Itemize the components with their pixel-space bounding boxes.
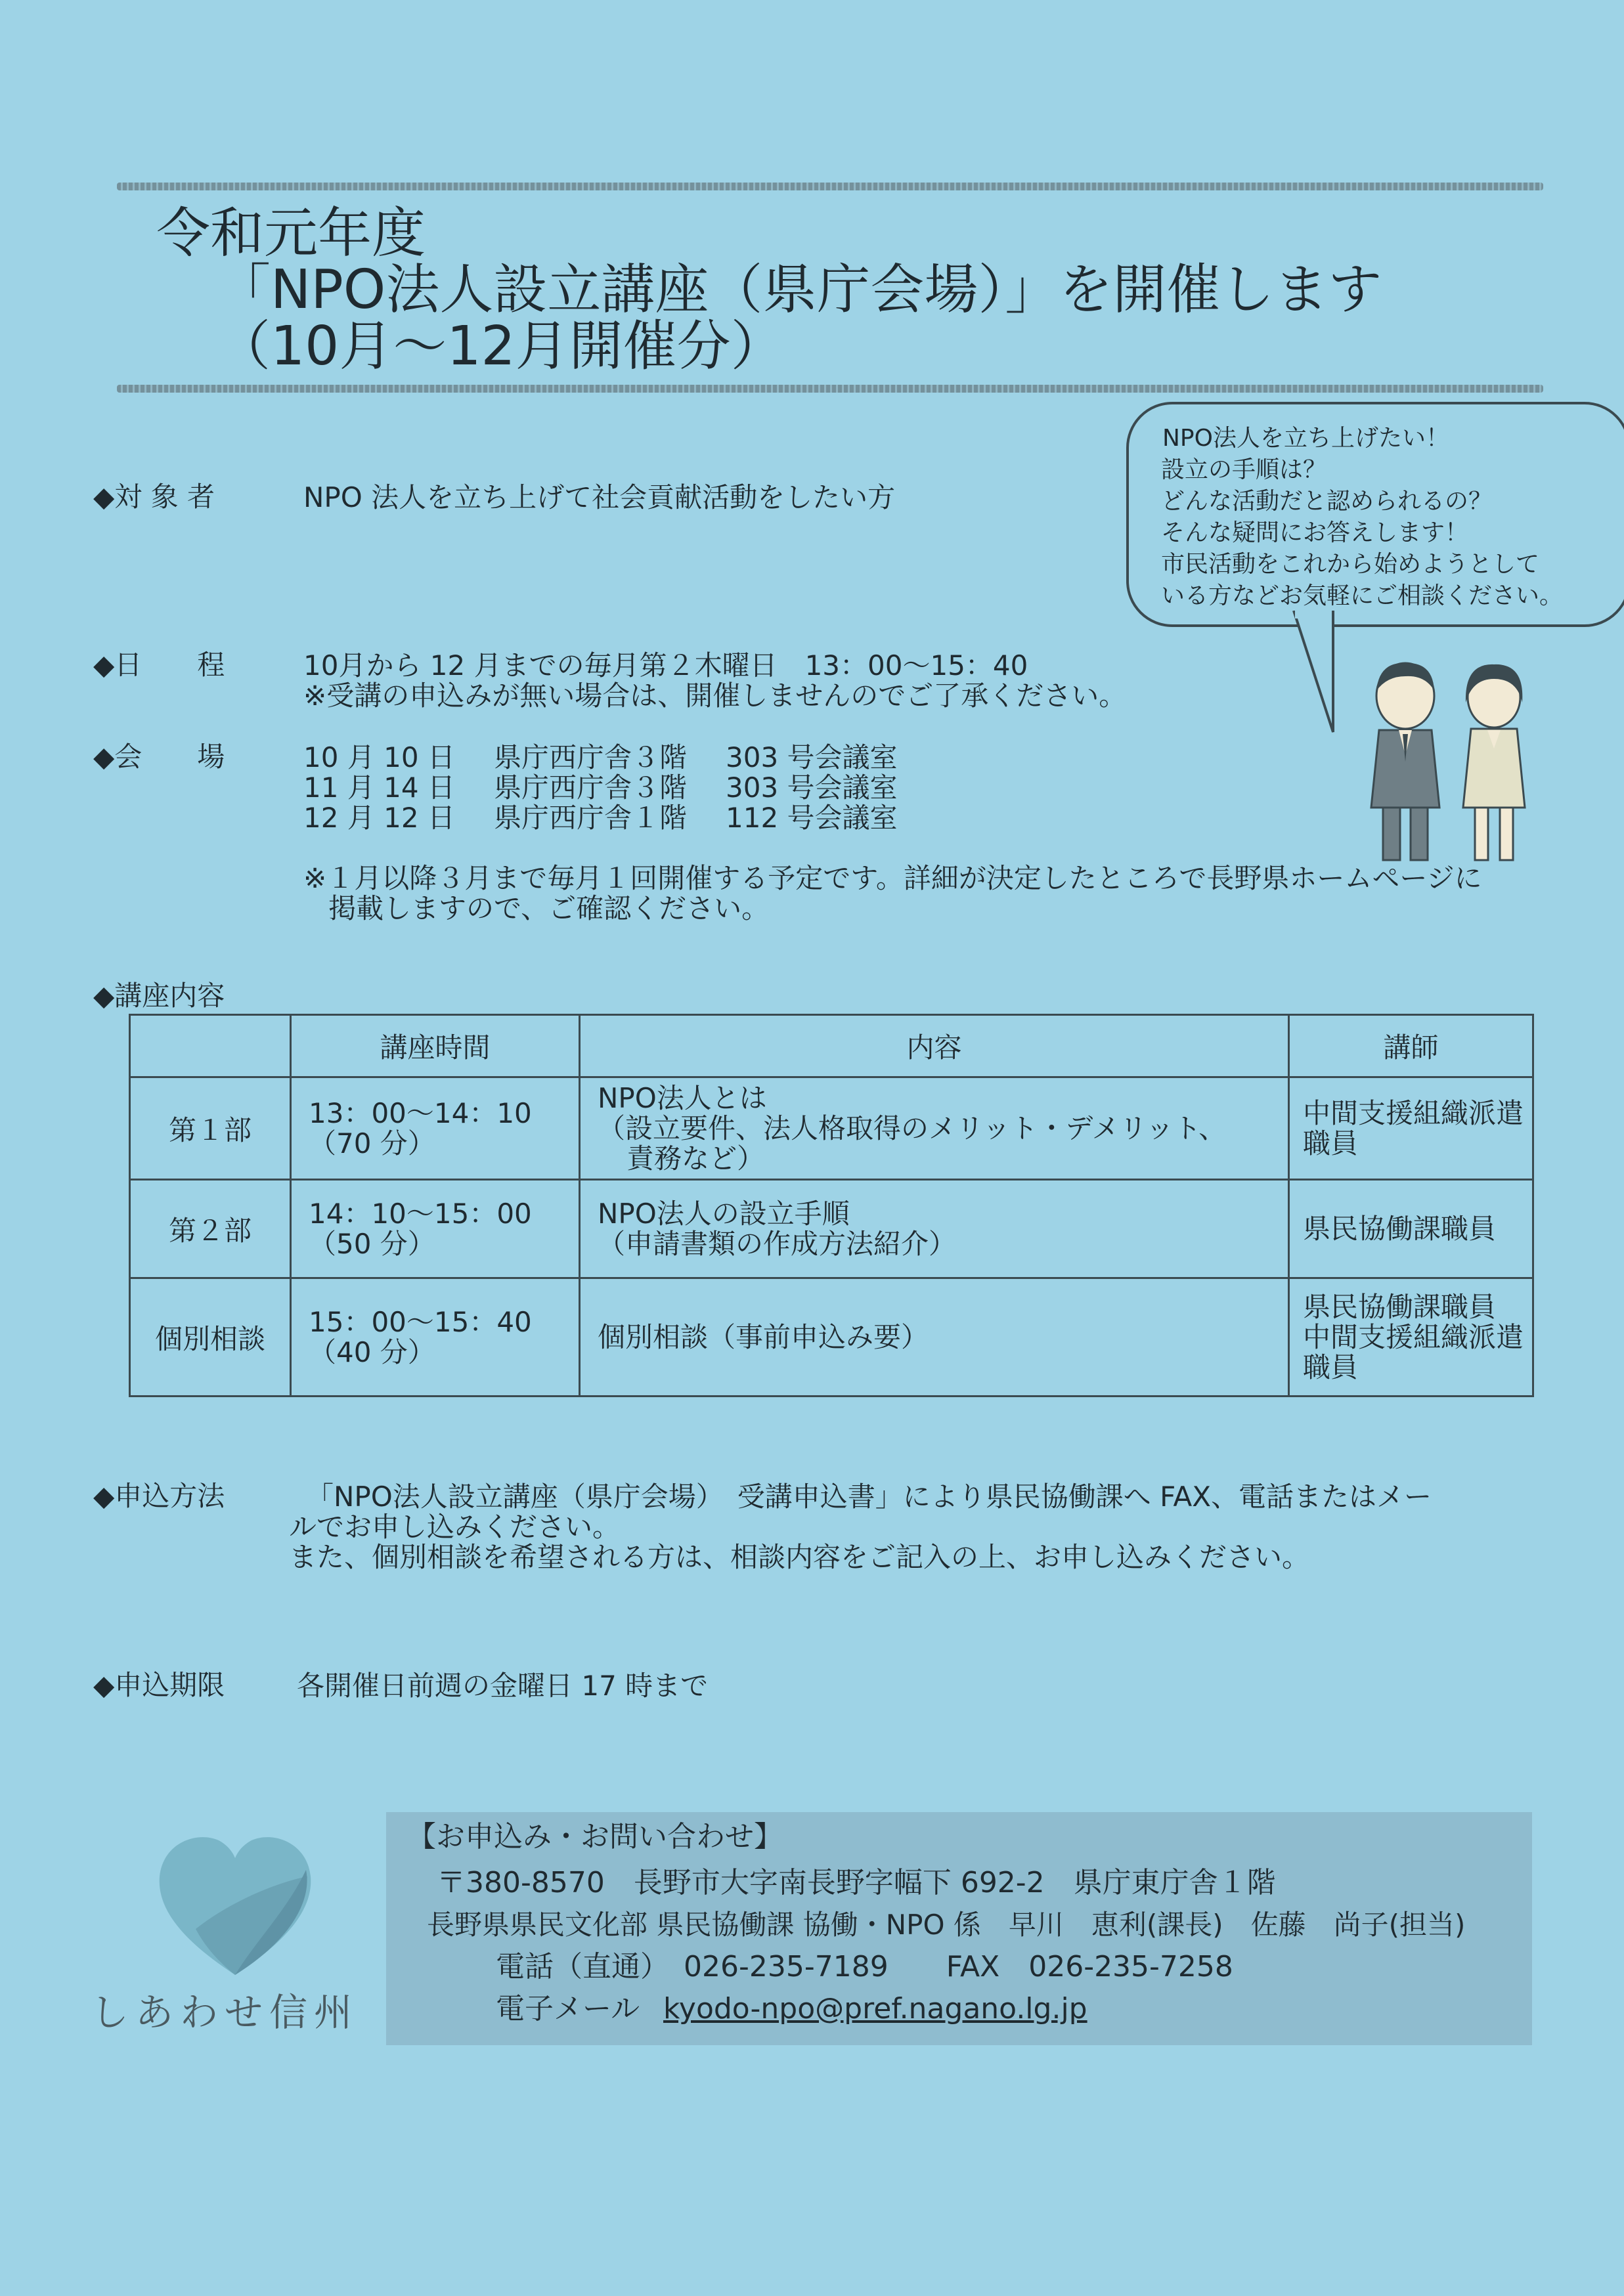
row-content <box>580 1077 1289 1180</box>
time-range: 15：00～15：40 <box>309 1305 532 1338</box>
table-header-row <box>130 1015 1533 1077</box>
deadline-label: ◆申込期限 <box>93 1669 225 1701</box>
course-table <box>129 1014 1534 1397</box>
content-title: 個別相談（事前申込み要） <box>598 1320 929 1353</box>
venue-note-1: ※１月以降３月まで毎月１回開催する予定です。詳細が決定したところで長野県ホームページに <box>303 862 1482 894</box>
bubble-line-6: いる方などお気軽にご相談ください。 <box>1161 582 1564 609</box>
venue-date-2: 11 月 14 日 <box>303 771 455 804</box>
apply-label: ◆申込方法 <box>93 1480 225 1512</box>
time-duration: （40 分） <box>309 1335 435 1368</box>
teacher-line: 職員 <box>1303 1127 1359 1159</box>
header-teacher: 講師 <box>1289 1015 1533 1077</box>
title-bottom-rule <box>117 385 1543 393</box>
content-title: NPO法人とは <box>598 1081 767 1114</box>
time-duration: （50 分） <box>309 1227 435 1260</box>
bubble-line-1: NPO法人を立ち上げたい！ <box>1162 425 1449 452</box>
target-text: NPO 法人を立ち上げて社会貢献活動をしたい方 <box>303 481 896 513</box>
time-range: 14：10～15：00 <box>309 1197 532 1230</box>
contact-email-label: 電子メール <box>496 1992 640 2025</box>
row-part: 第２部 <box>130 1180 291 1278</box>
content-detail-2: 責務など） <box>626 1142 765 1175</box>
venue-room-3: 112 号会議室 <box>726 802 898 834</box>
teacher-line: 県民協働課職員 <box>1303 1290 1497 1323</box>
row-content <box>580 1180 1289 1278</box>
title-period: （10月～12月開催分） <box>217 315 785 378</box>
apply-line-3: また、個別相談を希望される方は、相談内容をご記入の上、お申し込みください。 <box>289 1541 1310 1573</box>
deadline-text: 各開催日前週の金曜日 17 時まで <box>297 1670 709 1702</box>
venue-date-1: 10 月 10 日 <box>303 741 455 773</box>
logo-text: しあわせ信州 <box>91 1990 359 2035</box>
contact-email-link[interactable]: kyodo-npo@pref.nagano.lg.jp <box>663 1992 1087 2025</box>
schedule-line-2: ※受講の申込みが無い場合は、開催しませんのでご了承ください。 <box>303 680 1127 712</box>
shiawase-shinshu-logo-icon <box>156 1830 314 1982</box>
row-part: 個別相談 <box>130 1278 291 1397</box>
staff-illustration <box>1353 657 1543 873</box>
teacher-line: 職員 <box>1303 1351 1359 1383</box>
row-content <box>580 1278 1289 1397</box>
title-year: 令和元年度 <box>156 202 426 265</box>
row-time <box>291 1180 580 1278</box>
row-teacher <box>1289 1180 1533 1278</box>
bubble-line-3: どんな活動だと認められるの？ <box>1161 488 1493 515</box>
bubble-line-4: そんな疑問にお答えします！ <box>1161 519 1469 546</box>
content-detail: （申請書類の作成方法紹介） <box>598 1227 957 1260</box>
row-teacher <box>1289 1077 1533 1180</box>
venue-room-2: 303 号会議室 <box>726 771 898 804</box>
course-label: ◆講座内容 <box>93 980 225 1012</box>
venue-place-2: 県庁西庁舎３階 <box>494 771 688 804</box>
venue-place-1: 県庁西庁舎３階 <box>494 741 688 773</box>
venue-date-3: 12 月 12 日 <box>303 802 455 834</box>
woman-figure <box>1463 664 1525 860</box>
row-time <box>291 1278 580 1397</box>
header-time: 講座時間 <box>291 1015 580 1077</box>
bubble-line-5: 市民活動をこれから始めようとして <box>1161 551 1540 578</box>
speech-bubble-tail <box>1287 611 1353 742</box>
contact-address: 〒380-8570 長野市大字南長野字幅下 692-2 県庁東庁舎１階 <box>437 1866 1276 1899</box>
target-label: ◆対 象 者 <box>93 481 215 513</box>
table-row <box>130 1077 1533 1180</box>
table-row <box>130 1278 1533 1397</box>
teacher-line: 県民協働課職員 <box>1303 1212 1497 1245</box>
venue-room-1: 303 号会議室 <box>726 741 898 773</box>
table-row <box>130 1180 1533 1278</box>
bubble-line-2: 設立の手順は？ <box>1161 456 1327 483</box>
man-figure <box>1371 663 1439 860</box>
apply-line-1: 「NPO法人設立講座（県庁会場） 受講申込書」により県民協働課へ FAX、電話またはメー <box>306 1481 1432 1513</box>
row-part: 第１部 <box>130 1077 291 1180</box>
row-teacher <box>1289 1278 1533 1397</box>
schedule-label: ◆日 程 <box>93 649 225 681</box>
teacher-line: 中間支援組織派遣 <box>1303 1096 1524 1129</box>
venue-note-2: 掲載しますので、ご確認ください。 <box>328 892 770 924</box>
content-detail: （設立要件、法人格取得のメリット・デメリット、 <box>598 1112 1227 1144</box>
contact-dept: 長野県県民文化部 県民協働課 協働・NPO 係 早川 恵利(課長) 佐藤 尚子(担当) <box>427 1909 1466 1941</box>
teacher-line: 中間支援組織派遣 <box>1303 1320 1524 1353</box>
venue-label: ◆会 場 <box>93 741 225 773</box>
page-title: 「NPO法人設立講座（県庁会場）」を開催します <box>217 259 1382 321</box>
row-time <box>291 1077 580 1180</box>
apply-line-2: ルでお申し込みください。 <box>289 1511 621 1543</box>
time-range: 13：00～14：10 <box>309 1096 532 1129</box>
schedule-line-1: 10月から 12 月までの毎月第２木曜日 13：00～15：40 <box>303 649 1028 682</box>
header-blank <box>130 1015 291 1077</box>
venue-place-3: 県庁西庁舎１階 <box>494 802 688 834</box>
header-content: 内容 <box>580 1015 1289 1077</box>
time-duration: （70 分） <box>309 1127 435 1159</box>
title-top-rule <box>117 183 1543 190</box>
content-title: NPO法人の設立手順 <box>598 1197 850 1230</box>
contact-tel: 電話（直通） 026-235-7189 FAX 026-235-7258 <box>496 1950 1233 1983</box>
contact-heading: 【お申込み・お問い合わせ】 <box>407 1820 783 1853</box>
